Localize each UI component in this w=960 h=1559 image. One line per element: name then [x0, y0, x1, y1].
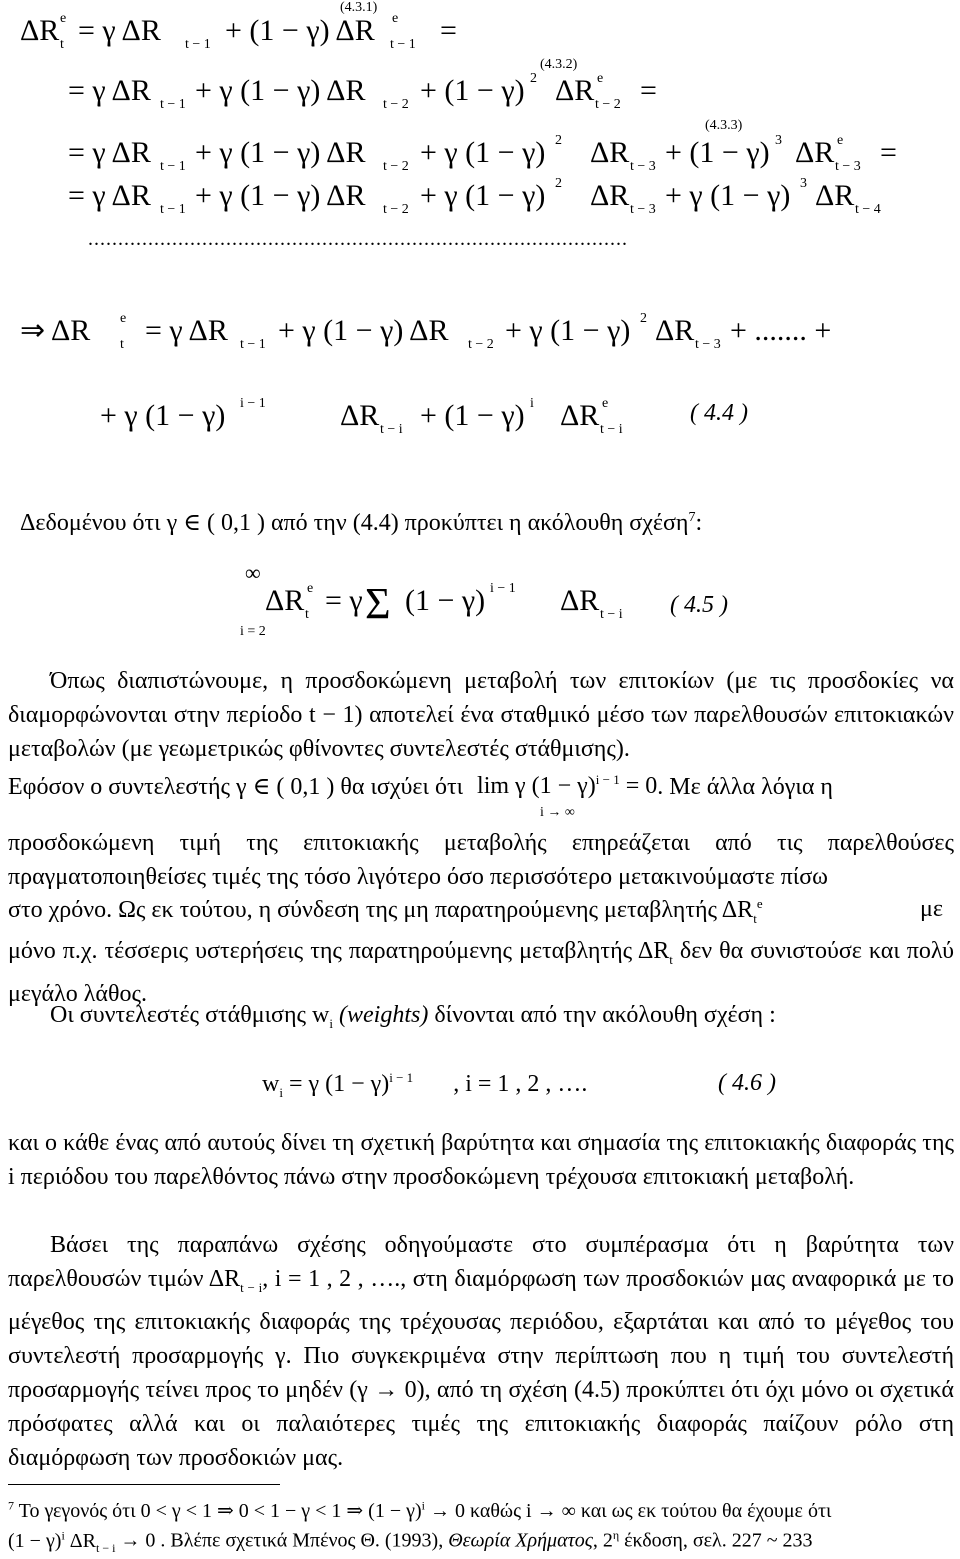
svg-text:t − 3: t − 3 [630, 159, 656, 174]
svg-text:+ (1 − γ): + (1 − γ) [420, 399, 525, 432]
svg-text:t − 1: t − 1 [160, 202, 186, 217]
delta-r-expected: $\Delta R_t^e$ [721, 896, 763, 926]
equation-tag: ( 4.4 ) [690, 400, 748, 426]
paragraph-line [50, 1002, 776, 1032]
svg-text:t: t [305, 607, 309, 622]
text-span: w [262, 1071, 280, 1097]
footnote-line [8, 1498, 831, 1523]
equation-4-4 [0, 290, 960, 480]
footnote-line [8, 1528, 813, 1556]
text-span: Το γεγονός ότι 0 < γ < 1 ⇒ 0 < 1 − γ < 1 ⇒ (1 − γ) [18, 1500, 422, 1522]
equation-tag: ( 4.5 ) [670, 592, 728, 618]
svg-text:+ ....... +: + ....... + [730, 314, 832, 347]
svg-text:= γ: = γ [325, 584, 363, 617]
subscript: t − i [240, 1279, 263, 1295]
limit-subscript: i → ∞ [540, 805, 575, 820]
paragraph-line [8, 772, 833, 801]
svg-text:t: t [60, 37, 64, 52]
svg-text:+ γ (1 − γ): + γ (1 − γ) [420, 179, 546, 212]
equation-4-6 [262, 1070, 587, 1101]
svg-text:e: e [60, 11, 67, 26]
paragraph-line: με [920, 896, 943, 922]
svg-text:t − i: t − i [600, 422, 623, 437]
svg-text:e: e [837, 133, 844, 148]
svg-text:ΔR: ΔR [555, 74, 595, 107]
text-span: Βάσει της παραπάνω σχέσης οδηγούμαστε στο συμπέρασμα ότι η βαρύτητα των παρελθουσών τιμών ΔR [8, 1232, 954, 1292]
svg-text:ΔR: ΔR [20, 14, 60, 47]
svg-text:= γ ΔR: = γ ΔR [145, 314, 228, 347]
svg-text:+ (1 − γ): + (1 − γ) [665, 136, 770, 169]
svg-text:t − 1: t − 1 [160, 159, 186, 174]
footnote-divider [8, 1484, 280, 1485]
paragraph [8, 1228, 954, 1475]
text-span: έκδοση, σελ. 227 ~ 233 [624, 1529, 813, 1552]
svg-text:3: 3 [800, 176, 807, 191]
superscript: η [612, 1528, 620, 1542]
svg-text:=: = [640, 74, 657, 107]
svg-text:ΔR: ΔR [265, 584, 305, 617]
svg-text:+ (1 − γ): + (1 − γ) [420, 74, 525, 107]
svg-text:t − 4: t − 4 [855, 202, 881, 217]
svg-text:t − 3: t − 3 [630, 202, 656, 217]
svg-text:i = 2: i = 2 [240, 624, 266, 639]
svg-text:t − 3: t − 3 [835, 159, 861, 174]
paragraph [8, 934, 954, 1011]
svg-text:+ (1 − γ) ΔR: + (1 − γ) ΔR [225, 14, 375, 47]
equation-tag: (4.3.2) [540, 57, 578, 72]
svg-text:+ γ (1 − γ) ΔR: + γ (1 − γ) ΔR [195, 74, 366, 107]
text-span: = γ (1 − γ) [282, 1071, 390, 1097]
svg-text:ΔR: ΔR [795, 136, 835, 169]
svg-text:t − 3: t − 3 [695, 337, 721, 352]
svg-text:=: = [880, 136, 897, 169]
svg-text:ΔR: ΔR [590, 179, 630, 212]
svg-text:t − 2: t − 2 [383, 159, 409, 174]
svg-text:3: 3 [775, 133, 782, 148]
text-span: στο χρόνο. Ως εκ τούτου, η σύνδεση της μη παρατηρούμενης μεταβλητής [8, 897, 718, 923]
text-span: μόνο π.χ. τέσσερις υστερήσεις της παρατηρούμενης μεταβλητής ΔR [8, 938, 670, 964]
equation-tag: ( 4.6 ) [718, 1070, 776, 1096]
text-span: Θεωρία Χρήματος [448, 1529, 593, 1552]
dots-line: .......................................................................................... [88, 228, 628, 250]
svg-text:+ γ (1 − γ) ΔR: + γ (1 − γ) ΔR [195, 136, 366, 169]
svg-text:+ γ (1 − γ): + γ (1 − γ) [100, 399, 226, 432]
equation-line4-tail [0, 0, 960, 240]
svg-text:= γ ΔR: = γ ΔR [78, 14, 161, 47]
svg-text:Σ: Σ [365, 579, 391, 628]
svg-text:⇒ ΔR: ⇒ ΔR [20, 314, 91, 347]
text-span: → 0 καθώς i → ∞ και ως εκ τούτου θα έχουμε ότι [429, 1500, 832, 1522]
text-span: (weights) [339, 1002, 429, 1028]
svg-text:= γ ΔR: = γ ΔR [68, 136, 151, 169]
svg-text:ΔR: ΔR [655, 314, 695, 347]
svg-text:+ γ (1 − γ) ΔR: + γ (1 − γ) ΔR [195, 179, 366, 212]
svg-text:t − i: t − i [380, 422, 403, 437]
svg-text:ΔR: ΔR [590, 136, 630, 169]
svg-text:+ γ (1 − γ) ΔR: + γ (1 − γ) ΔR [278, 314, 449, 347]
svg-text:t: t [120, 337, 124, 352]
svg-text:e: e [392, 11, 399, 26]
text-span: δίνονται από την ακόλουθη σχέση : [434, 1002, 776, 1028]
subscript: i [329, 1015, 333, 1031]
paragraph: προσδοκώμενη τιμή της επιτοκιακής μεταβολής επηρεάζεται από τις παρελθούσες πραγματοποιηθείσες τιμές της τόσο λιγότερο όσο περισσότερο μετακινούμαστε πίσω [8, 830, 954, 890]
footnote-expression: $(1 - \gamma)^i$ $\Delta R_{t - i}$ [8, 1528, 116, 1555]
paragraph: Όπως διαπιστώνουμε, η προσδοκώμενη μεταβολή των επιτοκίων (με τις προσδοκίες να διαμορφώνονται στην περίοδο t − 1) αποτελεί ένα σταθμικό μέσο των παρελθουσών επιτοκιακών μεταβολών (με γεωμετρικώς φθίνοντες συντελεστές στάθμισης). [8, 668, 954, 762]
svg-text:=: = [440, 14, 457, 47]
svg-text:i − 1: i − 1 [240, 396, 266, 411]
equation-4-5 [0, 560, 960, 650]
paragraph-line [8, 896, 763, 927]
svg-text:ΔR: ΔR [560, 584, 600, 617]
text-span: , i = 1 , 2 , …. [453, 1071, 588, 1097]
svg-text:= γ ΔR: = γ ΔR [68, 179, 151, 212]
svg-text:t − 2: t − 2 [468, 337, 494, 352]
text-span: δεν θα συνιστούσε και πολύ μεγάλο λάθος. [8, 938, 954, 1007]
svg-text:+ γ (1 − γ): + γ (1 − γ) [505, 314, 631, 347]
equation-tag: (4.3.1) [340, 0, 378, 15]
svg-text:+ γ (1 − γ): + γ (1 − γ) [420, 136, 546, 169]
superscript: i − 1 [389, 1070, 414, 1085]
svg-text:ΔR: ΔR [815, 179, 855, 212]
svg-text:2: 2 [555, 176, 562, 191]
svg-text:2: 2 [530, 71, 537, 86]
svg-text:(1 − γ): (1 − γ) [405, 584, 486, 617]
svg-text:ΔR: ΔR [340, 399, 380, 432]
svg-text:∞: ∞ [245, 560, 261, 585]
svg-text:t − i: t − i [600, 607, 623, 622]
svg-text:t − 2: t − 2 [383, 202, 409, 217]
text-span: Οι συντελεστές στάθμισης w [50, 1002, 330, 1028]
svg-text:t − 1: t − 1 [185, 37, 211, 52]
svg-text:e: e [602, 396, 609, 411]
text-span: , i = 1 , 2 , …., στη διαμόρφωση των προσδοκιών μας αναφορικά με το μέγεθος της επιτοκιακής διαφοράς της τρέχουσας περιόδου, εξαρτάται και από το μέγεθος του συντελεστή προσαρμογής γ. Πιο συγκεκριμένα στην περίπτωση που η τιμή του συντελεστή προσαρμογής τείνει προς το μηδέν (γ → 0), από τη σχέση (4.5) προκύπτει ότι όχι μόνο οι σχετικά πρόσφατες αλλά και οι παλαιότερες τιμές της επιτοκιακής διαφοράς παίζουν ρόλο στη διαμόρφωση των προσδοκιών μας. [8, 1266, 955, 1471]
given-text: Δεδομένου ότι γ ∈ ( 0,1 ) από την (4.4) προκύπτει η ακόλουθη σχέση [20, 510, 689, 536]
subscript: i [279, 1084, 283, 1100]
footnote-number: 7 [8, 1498, 14, 1513]
svg-text:ΔR: ΔR [560, 399, 600, 432]
svg-text:= γ ΔR: = γ ΔR [68, 74, 151, 107]
text-span: Εφόσον ο συντελεστής γ ∈ ( 0,1 ) θα ισχύει ότι [8, 774, 464, 800]
text-span: . Με άλλα λόγια η [657, 774, 833, 800]
svg-text:t − 1: t − 1 [390, 37, 416, 52]
svg-text:e: e [120, 311, 127, 326]
svg-text:2: 2 [555, 133, 562, 148]
equation-tag: (4.3.3) [705, 118, 743, 133]
svg-text:2: 2 [640, 311, 647, 326]
svg-text:i: i [530, 396, 534, 411]
superscript: i [421, 1498, 425, 1513]
svg-text:t − 1: t − 1 [160, 97, 186, 112]
footnote-mark: 7 [688, 510, 696, 525]
svg-text:e: e [597, 71, 604, 86]
limit-expression: lim γ $(1 - \gamma)^{i - 1} = 0$ [477, 772, 658, 799]
svg-text:i − 1: i − 1 [490, 581, 516, 596]
svg-text:t − 2: t − 2 [383, 97, 409, 112]
subscript: t [669, 951, 673, 967]
svg-text:e: e [307, 581, 314, 596]
svg-text:+ γ (1 − γ): + γ (1 − γ) [665, 179, 791, 212]
text-span: , 2 [592, 1529, 613, 1552]
text-span: → 0 . Βλέπε σχετικά Μπένος Θ. (1993), [120, 1529, 444, 1552]
svg-text:t − 2: t − 2 [595, 97, 621, 112]
svg-text:t − 1: t − 1 [240, 337, 266, 352]
colon: : [695, 510, 703, 536]
paragraph: και ο κάθε ένας από αυτούς δίνει τη σχετική βαρύτητα και σημασία της επιτοκιακής διαφοράς της i περιόδου του παρελθόντος πάνω στην προσδοκώμενη τρέχουσα επιτοκιακή μεταβολή. [8, 1130, 954, 1190]
given-line [20, 508, 702, 537]
